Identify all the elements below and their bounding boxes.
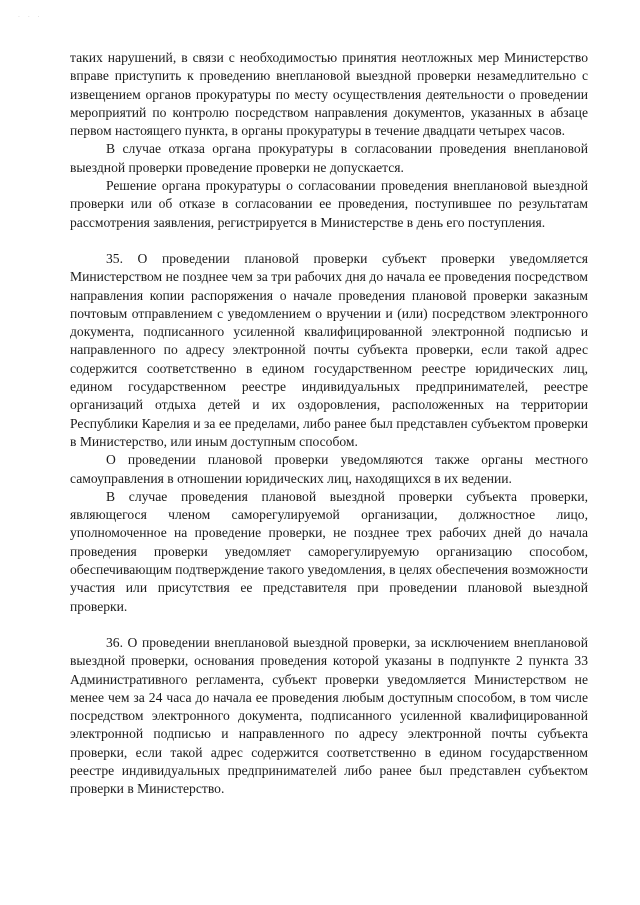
paragraph-prosecutor-refusal: В случае отказа органа прокуратуры в согласовании проведения внеплановой выездной проверки проведение проверки не допускается. — [70, 141, 588, 175]
paragraph-prosecutor-decision: Решение органа прокуратуры о согласовании проведения внеплановой выездной проверки или об отказе в согласовании ее проведения, поступившее по результатам рассмотрения заявления, регистрируется в Министерстве в день его поступления. — [70, 178, 588, 230]
paragraph-gap — [70, 232, 588, 250]
paragraph-sro-member: В случае проведения плановой выездной проверки субъекта проверки, являющегося членом саморегулируемой организации, должностное лицо, уполномоченное на проведение проверки, не позднее трех рабочих дней до начала проведения проверки уведомляет саморегулируемую организацию способом, обеспечивающим подтверждение такого уведомления, в целях обеспечения возможности участия или присутствия ее представителя при проведении плановой выездной проверки. — [70, 488, 588, 614]
paragraph-36: 36. О проведении внеплановой выездной проверки, за исключением внеплановой выездной проверки, основания проведения которой указаны в подпункте 2 пункта 33 Административного регламента, субъект проверки уведомляется Министерством не менее чем за 24 часа до начала ее проведения любым доступным способом, в том числе посредством электронного документа, подписанного усиленной квалифицированной электронной подписью и направленного по адресу электронной почты субъекта проверки, если такой адрес содержится соответственно в едином государственном реестре индивидуальных предпринимателей либо ранее был представлен субъектом проверки в Министерство. — [70, 634, 588, 797]
document-body — [70, 49, 588, 799]
paragraph-35: 35. О проведении плановой проверки субъект проверки уведомляется Министерством не позднее чем за три рабочих дня до начала ее проведения посредством направления копии распоряжения о начале проведения плановой проверки заказным почтовым отправлением с уведомлением о вручении и (или) посредством электронного документа, подписанного усиленной квалифицированной электронной подписью и направленного по адресу электронной почты субъекта проверки, если такой адрес содержится соответственно в едином государственном реестре юридических лиц, едином государственном реестре индивидуальных предпринимателей, реестре организаций отдыха детей и их оздоровления, расположенных на территории Республики Карелия и за ее пределами, либо ранее был представлен субъектом проверки в Министерство, или иным доступным способом. — [70, 250, 588, 449]
paragraph-gap — [70, 616, 588, 634]
paragraph-local-government: О проведении плановой проверки уведомляются также органы местного самоуправления в отношении юридических лиц, находящихся в их ведении. — [70, 452, 588, 486]
scan-artifact: · · · — [18, 14, 43, 21]
paragraph-continuation: таких нарушений, в связи с необходимостью принятия неотложных мер Министерство вправе приступить к проведению внеплановой выездной проверки незамедлительно с извещением органов прокуратуры по месту осуществления деятельности о проведении мероприятий по контролю посредством направления документов, указанных в абзаце первом настоящего пункта, в органы прокуратуры в течение двадцати четырех часов. — [70, 50, 588, 139]
